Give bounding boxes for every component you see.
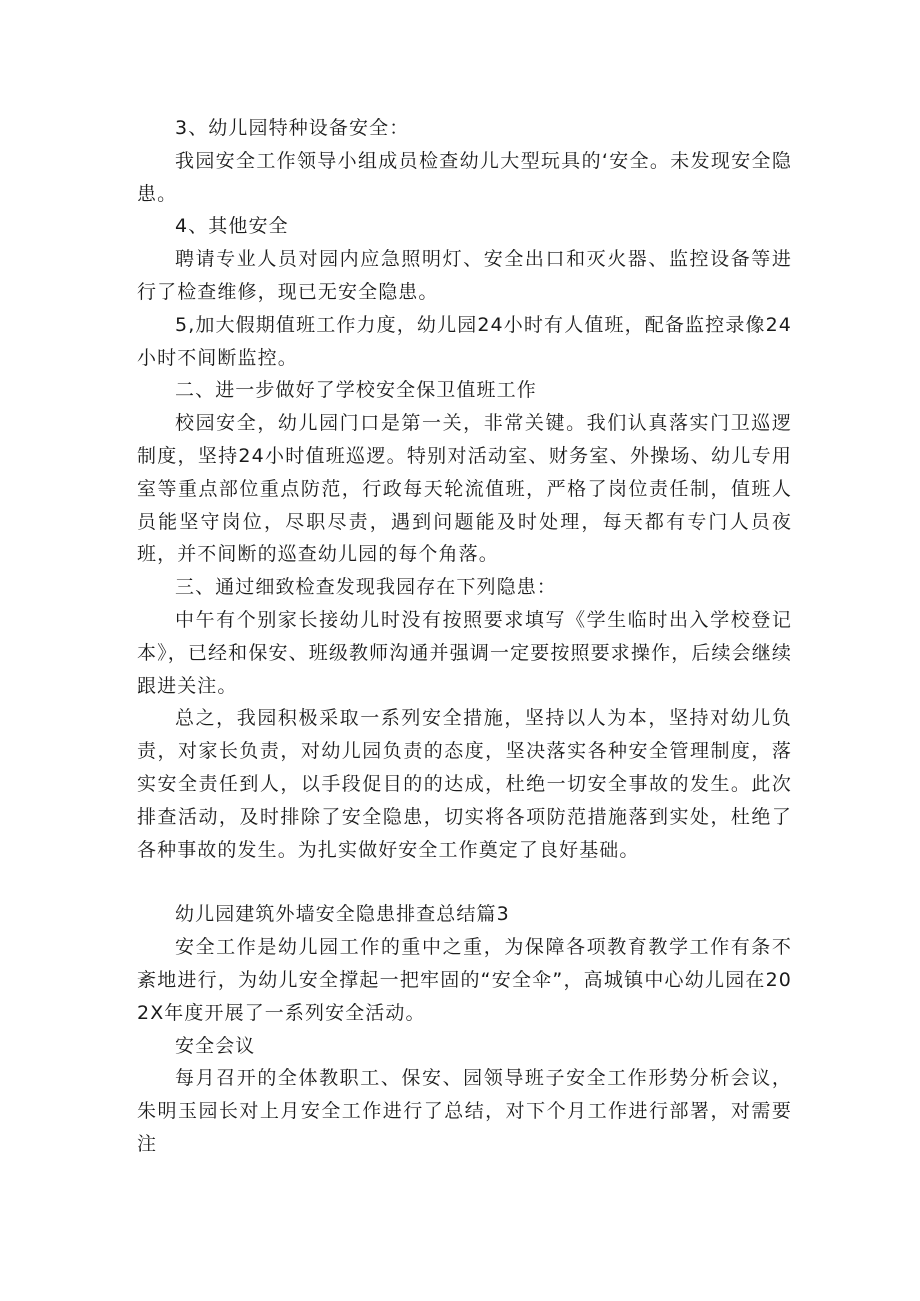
- paragraph: 我园安全工作领导小组成员检查幼儿大型玩具的‘安全。未发现安全隐患。: [137, 149, 792, 205]
- paragraph: 5,加大假期值班工作力度，幼儿园24小时有人值班，配备监控录像24小时不间断监控。: [137, 313, 792, 369]
- section-heading-2: 二、进一步做好了学校安全保卫值班工作: [175, 379, 537, 402]
- paragraph: 总之，我园积极采取一系列安全措施，坚持以人为本，坚持对幼儿负责，对家长负责，对幼儿园负责的态度，坚决落实各种安全管理制度，落实安全责任到人，以手段促目的的达成，杜绝一切安全事故的发生。此次排查活动，及时排除了安全隐患，切实将各项防范措施落到实处，杜绝了各种事故的发生。为扎实做好安全工作奠定了良好基础。: [137, 707, 792, 861]
- subheading: 安全会议: [175, 1034, 256, 1057]
- item-heading-4: 4、其他安全: [175, 215, 289, 238]
- paragraph: 聘请专业人员对园内应急照明灯、安全出口和灭火器、监控设备等进行了检查维修，现已无安全隐患。: [137, 248, 792, 303]
- section-heading-3: 三、通过细致检查发现我园存在下列隐患：: [175, 576, 557, 599]
- section-title: 幼儿园建筑外墙安全隐患排查总结篇3: [175, 903, 510, 926]
- paragraph: 每月召开的全体教职工、保安、园领导班子安全工作形势分析会议，朱明玉园长对上月安全工作进行了总结，对下个月工作进行部署，对需要注: [137, 1067, 792, 1155]
- item-heading-3: 3、幼儿园特种设备安全：: [175, 117, 410, 139]
- document-body: [137, 112, 792, 1161]
- section-spacer: [137, 866, 792, 898]
- paragraph: 校园安全，幼儿园门口是第一关，非常关键。我们认真落实门卫巡逻制度，坚持24小时值班巡逻。特别对活动室、财务室、外操场、幼儿专用室等重点部位重点防范，行政每天轮流值班，严格了岗位责任制，值班人员能坚守岗位，尽职尽责，遇到问题能及时处理，每天都有专门人员夜班，并不间断的巡查幼儿园的每个角落。: [137, 412, 792, 566]
- paragraph: 中午有个别家长接幼儿时没有按照要求填写《学生临时出入学校登记本》，已经和保安、班级教师沟通并强调一定要按照要求操作，后续会继续跟进关注。: [137, 608, 792, 697]
- paragraph: 安全工作是幼儿园工作的重中之重，为保障各项教育教学工作有条不紊地进行，为幼儿安全撑起一把牢固的“安全伞”，高城镇中心幼儿园在202X年度开展了一系列安全活动。: [137, 936, 792, 1024]
